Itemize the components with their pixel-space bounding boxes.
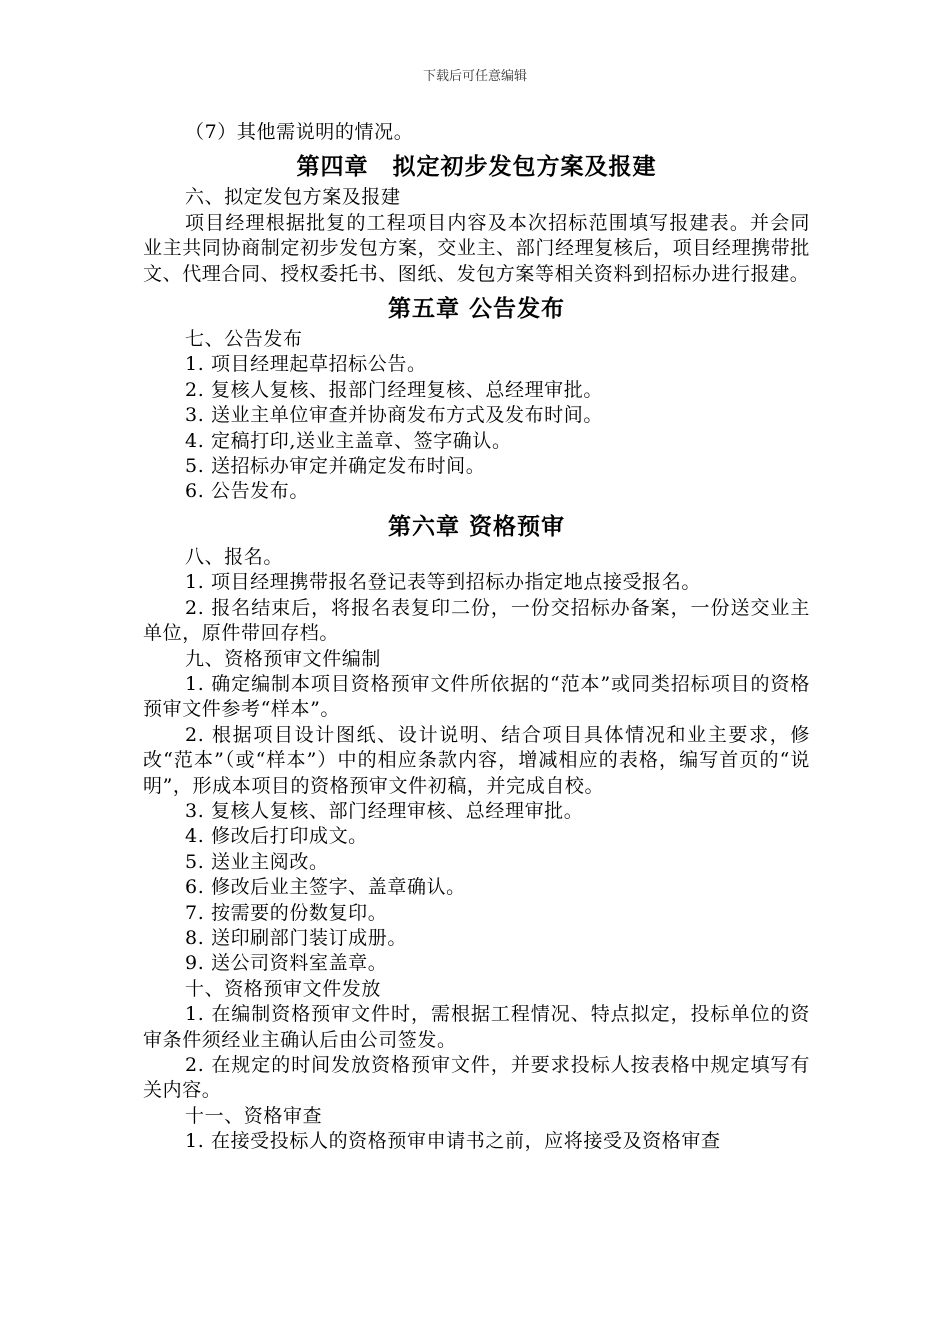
page-header: 下载后可任意编辑: [422, 69, 527, 84]
paragraph: 6. 公告发布。: [185, 480, 309, 503]
paragraph: 9. 送公司资料室盖章。: [185, 952, 388, 975]
paragraph: 5. 送招标办审定并确定发布时间。: [185, 455, 486, 478]
paragraph: 6. 修改后业主签字、盖章确认。: [185, 876, 466, 899]
paragraph: 2. 复核人复核、报部门经理复核、总经理审批。: [185, 378, 603, 401]
paragraph: 2. 在规定的时间发放资格预审文件，并要求投标人按表格中规定填写有关内容。: [143, 1054, 810, 1102]
paragraph: 3. 送业主单位审查并协商发布方式及发布时间。: [185, 404, 603, 427]
paragraph: 1. 项目经理携带报名登记表等到招标办指定地点接受报名。: [185, 571, 701, 594]
paragraph: 九、资格预审文件编制: [185, 647, 382, 670]
paragraph: 8. 送印刷部门装订成册。: [185, 926, 407, 949]
chapter-heading: 第四章 拟定初步发包方案及报建: [296, 153, 657, 181]
paragraph: 1. 在接受投标人的资格预审申请书之前，应将接受及资格审查: [185, 1130, 721, 1153]
paragraph: 7. 按需要的份数复印。: [185, 901, 388, 924]
paragraph: 十、资格预审文件发放: [185, 977, 382, 1000]
document-body: [143, 120, 810, 1155]
paragraph: 六、拟定发包方案及报建: [185, 186, 401, 209]
paragraph: 1. 确定编制本项目资格预审文件所依据的“范本”或同类招标项目的资格预审文件参考“样本”。: [143, 672, 810, 721]
paragraph: 七、公告发布: [185, 328, 303, 351]
chapter-heading: 第六章 资格预审: [387, 512, 565, 540]
paragraph: 5. 送业主阅改。: [185, 850, 329, 873]
paragraph: 项目经理根据批复的工程项目内容及本次招标范围填写报建表。并会同业主共同协商制定初步发包方案，交业主、部门经理复核后，项目经理携带批文、代理合同、授权委托书、图纸、发包方案等相关资料到招标办进行报建。: [143, 211, 810, 285]
paragraph: 4. 定稿打印,送业主盖章、签字确认。: [185, 429, 512, 452]
paragraph: 1. 在编制资格预审文件时，需根据工程情况、特点拟定，投标单位的资审条件须经业主确认后由公司签发。: [143, 1003, 810, 1051]
paragraph: 2. 根据项目设计图纸、设计说明、结合项目具体情况和业主要求，修改“范本”（或“样本”）中的相应条款内容，增减相应的表格，编写首页的“说明”，形成本项目的资格预审文件初稿，并完成自校。: [143, 723, 810, 797]
paragraph: 3. 复核人复核、部门经理审核、总经理审批。: [185, 799, 584, 822]
paragraph: （7）其他需说明的情况。: [185, 121, 414, 143]
paragraph: 2. 报名结束后，将报名表复印二份，一份交招标办备案，一份送交业主单位，原件带回存档。: [143, 596, 810, 645]
chapter-heading: 第五章 公告发布: [387, 295, 565, 323]
paragraph: 4. 修改后打印成文。: [185, 825, 368, 848]
paragraph: 1. 项目经理起草招标公告。: [185, 353, 427, 376]
paragraph: 十一、资格审查: [185, 1104, 323, 1127]
paragraph: 八、报名。: [185, 545, 284, 568]
